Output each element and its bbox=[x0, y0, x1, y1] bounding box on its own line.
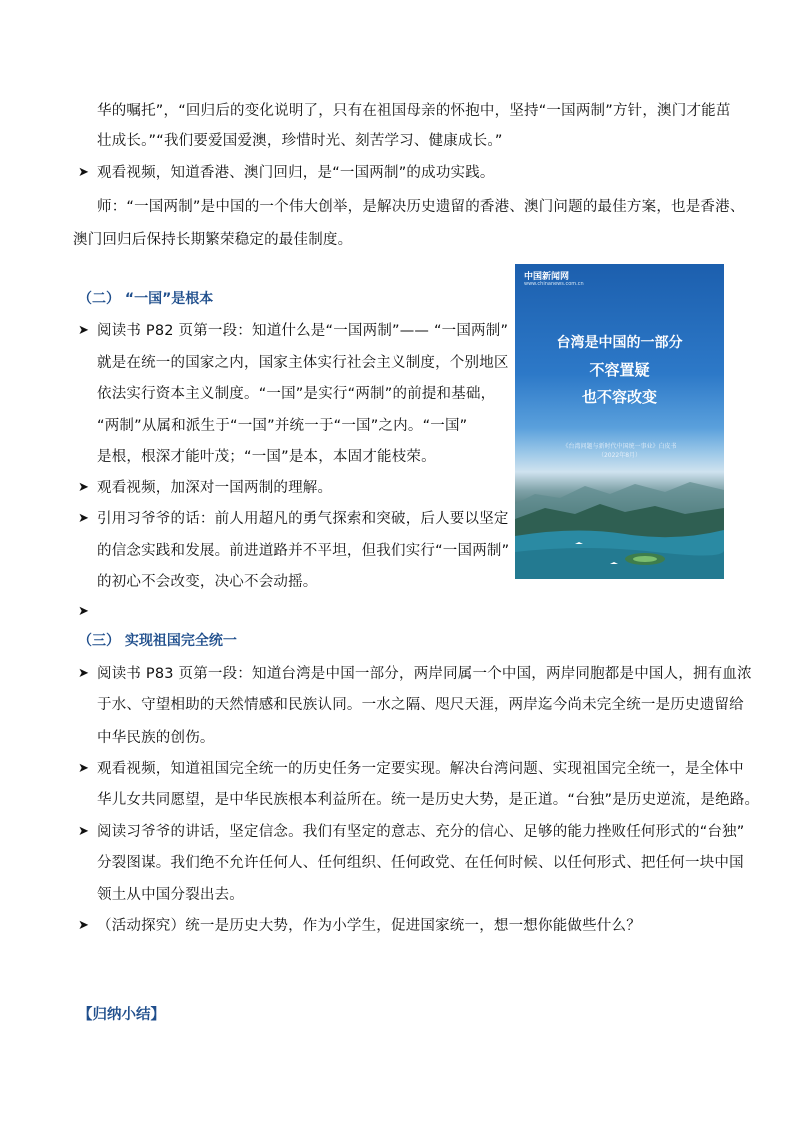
section-3-p1-line: 于水、守望相助的天然情感和民族认同。一水之隔、咫尺天涯，两岸迄今尚未完全统一是历史遗留给 bbox=[97, 697, 744, 713]
section-3-number: （三） bbox=[78, 633, 120, 649]
section-3-p4: （活动探究）统一是历史大势，作为小学生，促进国家统一，想一想你能做些什么？ bbox=[97, 918, 641, 934]
poster-title-1: 台湾是中国的一部分 bbox=[556, 335, 683, 351]
bullet-icon: ➤ bbox=[78, 824, 89, 839]
teacher-line-2: 澳门回归后保持长期繁荣稳定的最佳制度。 bbox=[73, 232, 353, 248]
poster-brand-url: www.chinanews.com.cn bbox=[524, 281, 584, 287]
poster-title-3: 也不容改变 bbox=[581, 388, 657, 406]
section-3-p2-line: 华儿女共同愿望，是中华民族根本利益所在。统一是历史大势，是正道。“台独”是历史逆流，是绝路。 bbox=[97, 792, 760, 808]
lake-landscape-illustration bbox=[515, 464, 724, 579]
bullet-icon: ➤ bbox=[78, 165, 89, 180]
section-3-p1-line: 阅读书 P83 页第一段：知道台湾是中国一部分，两岸同属一个中国，两岸同胞都是中国人，拥有血浓 bbox=[97, 666, 752, 682]
section-2-p3-line: 的信念实践和发展。前进道路并不平坦，但我们实行“一国两制” bbox=[97, 543, 510, 559]
section-2-p1-line: 依法实行资本主义制度。“一国”是实行“两制”的前提和基础， bbox=[97, 386, 496, 402]
intro-line-1: 华的嘱托”，“回归后的变化说明了，只有在祖国母亲的怀抱中，坚持“一国两制”方针，澳门才能茁 bbox=[97, 103, 731, 119]
section-2-heading bbox=[78, 288, 213, 310]
bullet-icon: ➤ bbox=[78, 511, 89, 526]
section-2-p1-line: 阅读书 P82 页第一段：知道什么是“一国两制”—— “一国两制” bbox=[97, 323, 509, 339]
section-2-p1-line: 就是在统一的国家之内，国家主体实行社会主义制度，个别地区 bbox=[97, 355, 509, 371]
section-3-p3-line: 分裂图谋。我们绝不允许任何人、任何组织、任何政党、在任何时候、以任何形式、把任何一块中国 bbox=[97, 855, 744, 871]
section-2-p1-line: “两制”从属和派生于“一国”并统一于“一国”之内。“一国” bbox=[97, 418, 468, 434]
bullet-icon: ➤ bbox=[78, 323, 89, 338]
section-2-p3-line: 的初心不会改变，决心不会动摇。 bbox=[97, 574, 318, 590]
bullet-icon: ➤ bbox=[78, 480, 89, 495]
bullet-icon: ➤ bbox=[78, 666, 89, 681]
section-3-heading bbox=[78, 630, 237, 652]
intro-line-2: 壮成长。”“我们要爱国爱澳，珍惜时光、刻苦学习、健康成长。” bbox=[97, 133, 503, 149]
section-3-p2-line: 观看视频，知道祖国完全统一的历史任务一定要实现。解决台湾问题、实现祖国完全统一，是全体中 bbox=[97, 761, 744, 777]
section-2-p3-line: 引用习爷爷的话：前人用超凡的勇气探索和突破，后人要以坚定 bbox=[97, 511, 509, 527]
poster-caption-1: 《台湾问题与新时代中国统一事业》白皮书 bbox=[562, 443, 677, 450]
section-3-title: 实现祖国完全统一 bbox=[124, 633, 237, 649]
summary-heading: 【归纳小结】 bbox=[78, 1007, 165, 1023]
section-2-number: （二） bbox=[78, 291, 120, 307]
intro-bullet-text: 观看视频，知道香港、澳门回归，是“一国两制”的成功实践。 bbox=[97, 165, 495, 181]
bullet-icon: ➤ bbox=[78, 918, 89, 933]
section-2-p1-line: 是根，根深才能叶茂；“一国”是本，本固才能枝荣。 bbox=[97, 449, 436, 465]
section-3-p1-line: 中华民族的创伤。 bbox=[97, 730, 215, 746]
white-paper-poster-image bbox=[515, 264, 724, 579]
teacher-line-1: 师：“一国两制”是中国的一个伟大创举，是解决历史遗留的香港、澳门问题的最佳方案，也是香港、 bbox=[97, 199, 745, 215]
section-2-p2: 观看视频，加深对一国两制的理解。 bbox=[97, 480, 333, 496]
section-3-p3-line: 领土从中国分裂出去。 bbox=[97, 887, 244, 903]
poster-caption-2: （2022年8月） bbox=[597, 452, 642, 459]
section-2-title: “一国”是根本 bbox=[124, 291, 214, 307]
bullet-icon: ➤ bbox=[78, 761, 89, 776]
poster-brand-logo: 中国新闻网 bbox=[524, 272, 570, 282]
section-3-p3-line: 阅读习爷爷的讲话，坚定信念。我们有坚定的意志、充分的信心、足够的能力挫败任何形式的“台独” bbox=[97, 824, 745, 840]
bullet-icon: ➤ bbox=[78, 604, 89, 619]
poster-title-2: 不容置疑 bbox=[589, 361, 650, 379]
